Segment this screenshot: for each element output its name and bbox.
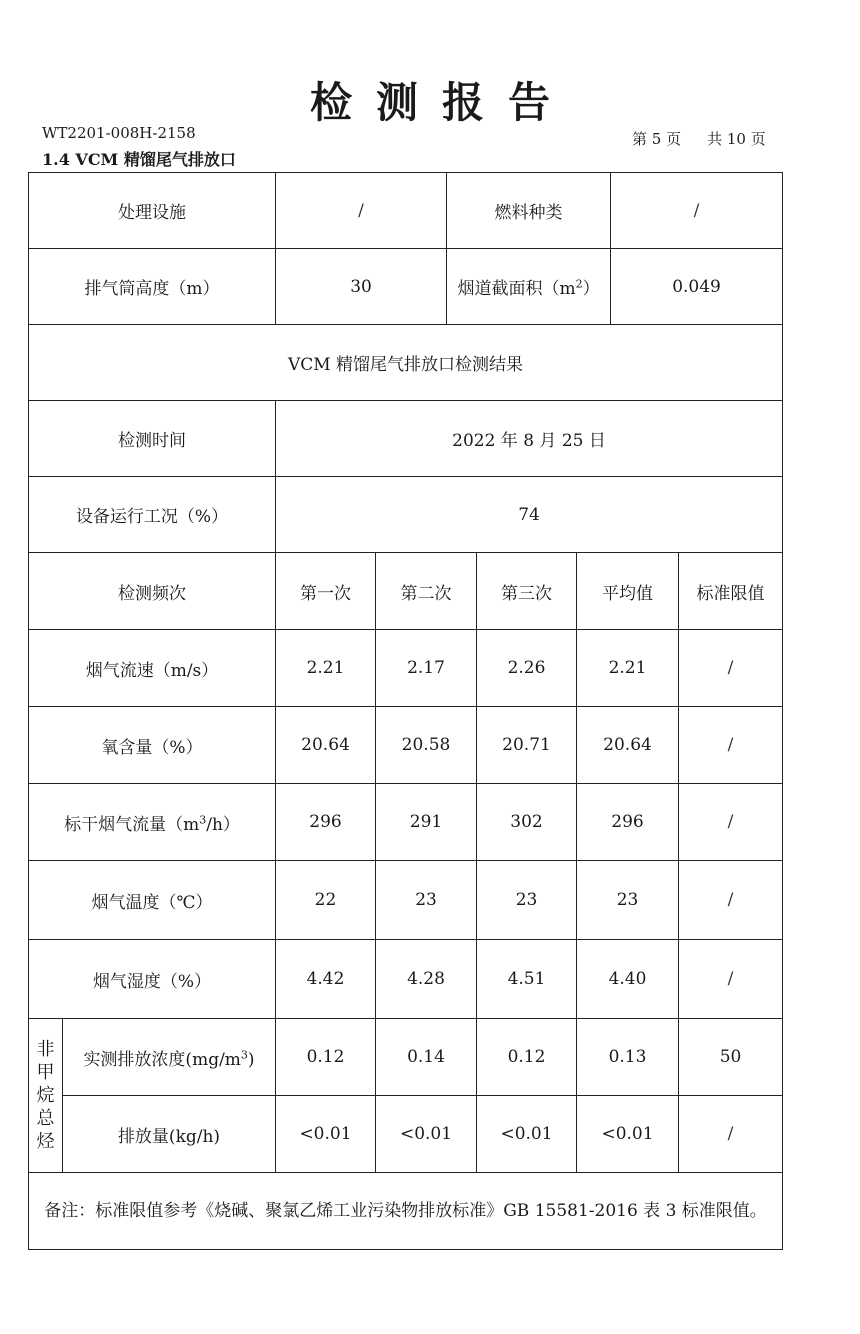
column-header-average: 平均值 — [577, 553, 679, 630]
cell-limit: / — [679, 707, 783, 784]
column-header-third: 第三次 — [477, 553, 577, 630]
report-title: 检测报告 — [309, 78, 574, 127]
table-row — [29, 1173, 783, 1250]
cell-first: 2.21 — [276, 630, 376, 707]
test-time-label: 检测时间 — [29, 401, 276, 477]
nmhc-char: 非 — [36, 1039, 55, 1060]
row-label-suffix: /h） — [206, 814, 240, 835]
cell-limit: / — [679, 784, 783, 861]
table-row — [29, 477, 783, 553]
column-header-limit: 标准限值 — [679, 553, 783, 630]
row-label: 氧含量（%） — [29, 707, 276, 784]
nmhc-emission-rate-label: 排放量(kg/h) — [63, 1096, 276, 1173]
page-info — [632, 128, 766, 149]
flue-area-label-sup: 2 — [575, 277, 583, 291]
table-row — [29, 173, 783, 249]
table-row — [29, 630, 783, 707]
cell-second: 20.58 — [376, 707, 477, 784]
page-current: 第 5 页 — [632, 130, 682, 148]
column-header-second: 第二次 — [376, 553, 477, 630]
row-label-sup: 3 — [199, 812, 207, 826]
nmhc-char: 烃 — [36, 1131, 55, 1152]
cell-third: 23 — [477, 861, 577, 940]
nmhc-char: 烷 — [36, 1085, 55, 1106]
treatment-value: / — [276, 173, 447, 249]
test-time-value: 2022 年 8 月 25 日 — [276, 401, 783, 477]
fuel-value: / — [611, 173, 783, 249]
table-row — [29, 861, 783, 940]
nmhc-char: 甲 — [36, 1062, 55, 1083]
table-row — [29, 401, 783, 477]
flue-area-value: 0.049 — [611, 249, 783, 325]
cell-third: 0.12 — [477, 1019, 577, 1096]
table-row — [29, 784, 783, 861]
cell-limit: 50 — [679, 1019, 783, 1096]
cell-average: 20.64 — [577, 707, 679, 784]
table-row — [29, 940, 783, 1019]
nmhc-concentration-label — [63, 1019, 276, 1096]
cell-average: 4.40 — [577, 940, 679, 1019]
stack-height-value: 30 — [276, 249, 447, 325]
cell-limit: / — [679, 1096, 783, 1173]
operating-condition-label: 设备运行工况（%） — [29, 477, 276, 553]
cell-second: <0.01 — [376, 1096, 477, 1173]
row-label-prefix: 标干烟气流量（m — [64, 814, 200, 835]
nmhc-char: 总 — [36, 1108, 55, 1129]
cell-limit: / — [679, 630, 783, 707]
flue-area-label-suffix: ） — [582, 279, 600, 299]
fuel-label: 燃料种类 — [447, 173, 611, 249]
cell-limit: / — [679, 861, 783, 940]
page-total: 共 10 页 — [707, 130, 766, 148]
cell-average: 23 — [577, 861, 679, 940]
row-label: 烟气湿度（%） — [29, 940, 276, 1019]
results-table — [28, 172, 783, 1250]
cell-average: 296 — [577, 784, 679, 861]
row-label — [29, 784, 276, 861]
cell-limit: / — [679, 940, 783, 1019]
table-row — [29, 325, 783, 401]
column-header-first: 第一次 — [276, 553, 376, 630]
nmhc-concentration-label-sup: 3 — [240, 1047, 248, 1061]
cell-second: 4.28 — [376, 940, 477, 1019]
table-row — [29, 1096, 783, 1173]
remarks: 备注：标准限值参考《烧碱、聚氯乙烯工业污染物排放标准》GB 15581-2016 表 3 标准限值。 — [29, 1173, 783, 1250]
cell-second: 291 — [376, 784, 477, 861]
cell-second: 23 — [376, 861, 477, 940]
cell-second: 2.17 — [376, 630, 477, 707]
cell-third: 2.26 — [477, 630, 577, 707]
cell-second: 0.14 — [376, 1019, 477, 1096]
cell-average: 2.21 — [577, 630, 679, 707]
nmhc-concentration-label-suffix: ) — [247, 1049, 255, 1070]
cell-average: 0.13 — [577, 1019, 679, 1096]
row-label: 烟气温度（℃） — [29, 861, 276, 940]
row-label: 烟气流速（m/s） — [29, 630, 276, 707]
results-heading: VCM 精馏尾气排放口检测结果 — [29, 325, 783, 401]
table-row — [29, 1019, 783, 1096]
cell-third: 302 — [477, 784, 577, 861]
flue-area-label — [447, 249, 611, 325]
column-header-frequency: 检测频次 — [29, 553, 276, 630]
table-header-row — [29, 553, 783, 630]
cell-first: 4.42 — [276, 940, 376, 1019]
operating-condition-value: 74 — [276, 477, 783, 553]
cell-average: <0.01 — [577, 1096, 679, 1173]
flue-area-label-prefix: 烟道截面积（m — [457, 279, 576, 299]
cell-first: 296 — [276, 784, 376, 861]
cell-first: 20.64 — [276, 707, 376, 784]
cell-first: 0.12 — [276, 1019, 376, 1096]
document-number: WT2201-008H-2158 — [42, 124, 196, 142]
nmhc-concentration-label-prefix: 实测排放浓度(mg/m — [83, 1049, 241, 1070]
table-row — [29, 707, 783, 784]
nmhc-group-label — [29, 1019, 63, 1173]
cell-first: 22 — [276, 861, 376, 940]
cell-third: 20.71 — [477, 707, 577, 784]
cell-first: <0.01 — [276, 1096, 376, 1173]
cell-third: <0.01 — [477, 1096, 577, 1173]
table-row — [29, 249, 783, 325]
stack-height-label: 排气筒高度（m） — [29, 249, 276, 325]
section-heading: 1.4 VCM 精馏尾气排放口 — [42, 150, 236, 169]
cell-third: 4.51 — [477, 940, 577, 1019]
treatment-label: 处理设施 — [29, 173, 276, 249]
